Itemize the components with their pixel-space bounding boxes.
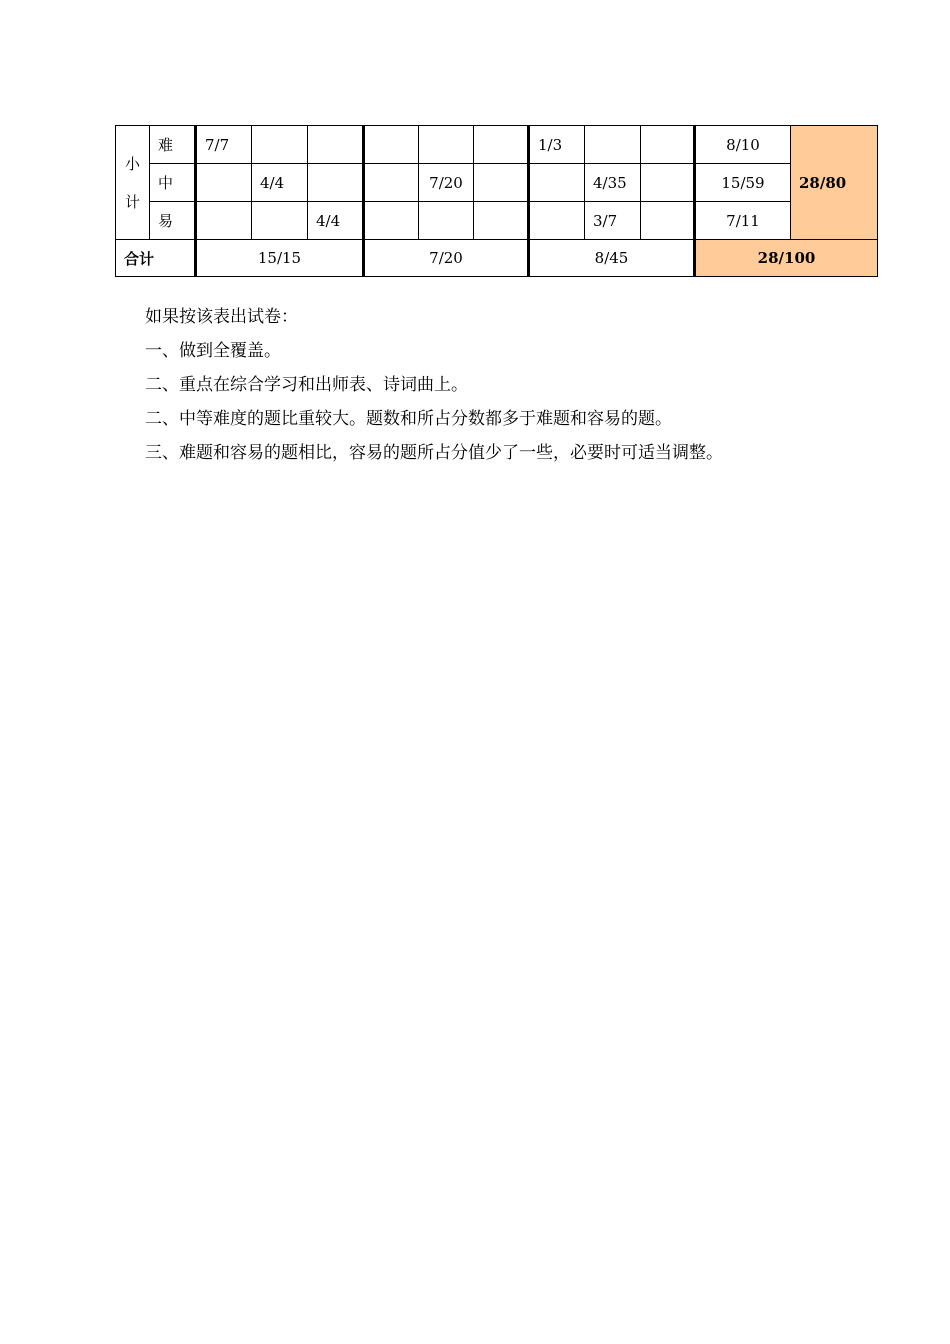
table-cell bbox=[474, 202, 529, 240]
table-row bbox=[116, 164, 878, 202]
table-cell bbox=[419, 126, 474, 164]
table-cell bbox=[196, 202, 252, 240]
total-group3-cell: 8/45 bbox=[529, 240, 695, 277]
note-item: 二、重点在综合学习和出师表、诗词曲上。 bbox=[145, 375, 468, 395]
table-cell bbox=[364, 202, 419, 240]
score-table bbox=[115, 125, 878, 277]
table-cell bbox=[474, 126, 529, 164]
table-row bbox=[116, 202, 878, 240]
table-cell: 3/7 bbox=[585, 202, 641, 240]
table-cell bbox=[196, 164, 252, 202]
row-subtotal-cell: 15/59 bbox=[695, 164, 791, 202]
notes-intro: 如果按该表出试卷： bbox=[145, 307, 298, 327]
level-cell: 易 bbox=[150, 202, 196, 240]
total-group2-cell: 7/20 bbox=[364, 240, 529, 277]
table-cell bbox=[641, 202, 695, 240]
table-cell bbox=[364, 126, 419, 164]
table-cell bbox=[585, 126, 641, 164]
row-subtotal-cell: 8/10 bbox=[695, 126, 791, 164]
table-cell: 4/4 bbox=[308, 202, 364, 240]
table-cell bbox=[641, 164, 695, 202]
note-item: 三、难题和容易的题相比，容易的题所占分值少了一些，必要时可适当调整。 bbox=[145, 443, 723, 463]
total-group1-cell: 15/15 bbox=[196, 240, 364, 277]
table-cell bbox=[308, 126, 364, 164]
table-cell bbox=[252, 202, 308, 240]
table-cell bbox=[529, 202, 585, 240]
level-cell: 难 bbox=[150, 126, 196, 164]
table-cell bbox=[641, 126, 695, 164]
subtotal-label-cell bbox=[116, 126, 150, 240]
table-row bbox=[116, 126, 878, 164]
table-cell bbox=[364, 164, 419, 202]
level-cell: 中 bbox=[150, 164, 196, 202]
total-row bbox=[116, 240, 878, 277]
subtotal-label-line1: 小 bbox=[124, 154, 140, 173]
table-cell: 1/3 bbox=[529, 126, 585, 164]
table-cell: 7/20 bbox=[419, 164, 474, 202]
table-cell: 4/35 bbox=[585, 164, 641, 202]
note-item: 二、中等难度的题比重较大。题数和所占分数都多于难题和容易的题。 bbox=[145, 409, 672, 429]
table-cell bbox=[474, 164, 529, 202]
table-cell bbox=[252, 126, 308, 164]
note-item: 一、做到全覆盖。 bbox=[145, 341, 281, 361]
table-cell: 4/4 bbox=[252, 164, 308, 202]
table-cell bbox=[529, 164, 585, 202]
table-cell: 7/7 bbox=[196, 126, 252, 164]
row-subtotal-cell: 7/11 bbox=[695, 202, 791, 240]
subtotal-overall-cell: 28/80 bbox=[791, 126, 878, 240]
subtotal-label-line2: 计 bbox=[124, 192, 140, 211]
grand-total-cell: 28/100 bbox=[695, 240, 878, 277]
total-label-cell: 合计 bbox=[116, 240, 196, 277]
table-cell bbox=[308, 164, 364, 202]
notes-section bbox=[145, 300, 885, 470]
table-cell bbox=[419, 202, 474, 240]
